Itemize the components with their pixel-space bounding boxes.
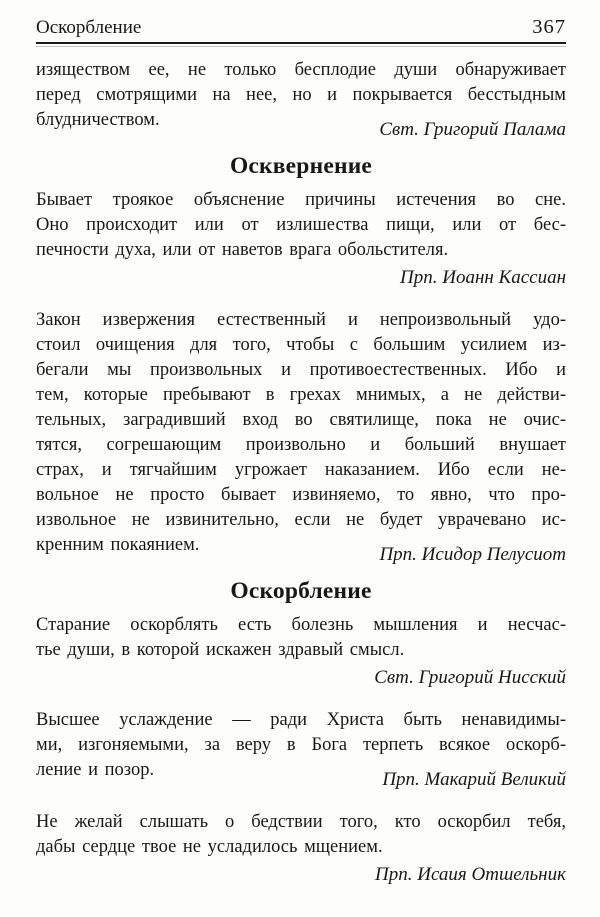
text-line: блудничеством. (36, 110, 160, 130)
section-heading: Осквернение (229, 153, 373, 179)
quote-attribution: Свт. Григорий Нисский (374, 667, 566, 688)
text-line: дабы сердце твое не усладилось мщением. (36, 837, 383, 857)
header-rule (36, 42, 566, 44)
quote-attribution: Прп. Макарий Великий (382, 769, 566, 790)
text-line: бегали мы произвольных и противоестественных. Ибо и (36, 360, 566, 380)
text-line: тельных, заградивший вход во святилище, пока не очис- (36, 410, 566, 430)
text-line: Высшее услаждение — ради Христа быть ненавидимы- (36, 710, 566, 730)
running-title: Оскорбление (36, 17, 142, 38)
quote-attribution: Прп. Иоанн Кассиан (400, 267, 566, 288)
text-line: Не желай слышать о бедствии того, кто оскорбил тебя, (36, 812, 566, 832)
quote-attribution: Прп. Исаия Отшельник (375, 864, 566, 885)
text-line: Старание оскорблять есть болезнь мышления и несчас- (36, 615, 566, 635)
quote-paragraph (36, 188, 566, 263)
text-line: ление и позор. (36, 760, 155, 780)
text-line: извольное не извинительно, если не будет уврачевано ис- (36, 510, 566, 530)
text-line: вольное не просто бывает извиняемо, то явно, что про- (36, 485, 566, 505)
page-number: 367 (532, 16, 566, 38)
quote-attribution: Прп. Исидор Пелусиот (379, 544, 566, 565)
text-line: Закон извержения естественный и непроизвольный удо- (36, 310, 566, 330)
text-line: печности духа, или от наветов врага обольстителя. (36, 240, 449, 260)
text-line: изяществом ее, не только бесплодие души обнаруживает (36, 60, 566, 80)
text-line: Бывает троякое объяснение причины истечения во сне. (36, 190, 566, 210)
quote-paragraph (36, 308, 566, 558)
quote-attribution: Свт. Григорий Палама (379, 119, 566, 140)
section-heading: Оскорбление (230, 578, 372, 604)
quote-paragraph (36, 810, 566, 860)
text-line: страх, и тягчайшим угрожает наказанием. Ибо если не- (36, 460, 566, 480)
text-line: перед смотрящими на нее, но и покрывается бесстыдным (36, 85, 566, 105)
text-line: ми, изгоняемыми, за веру в Бога терпеть всякое оскорб- (36, 735, 566, 755)
quote-paragraph (36, 613, 566, 663)
text-line: тем, которые пребывают в грехах мнимых, а не действи- (36, 385, 566, 405)
page-content (36, 58, 566, 887)
header-rule-shadow (36, 46, 566, 47)
text-line: Оно происходит или от излишества пищи, или от бес- (36, 215, 566, 235)
page-header (36, 15, 566, 40)
text-line: кренним покаянием. (36, 535, 200, 555)
text-line: тье души, в которой искажен здравый смысл. (36, 640, 405, 660)
text-line: стоил очищения для того, чтобы с большим усилием из- (36, 335, 566, 355)
text-line: тятся, согрешающим произвольно и больший внушает (36, 435, 566, 455)
